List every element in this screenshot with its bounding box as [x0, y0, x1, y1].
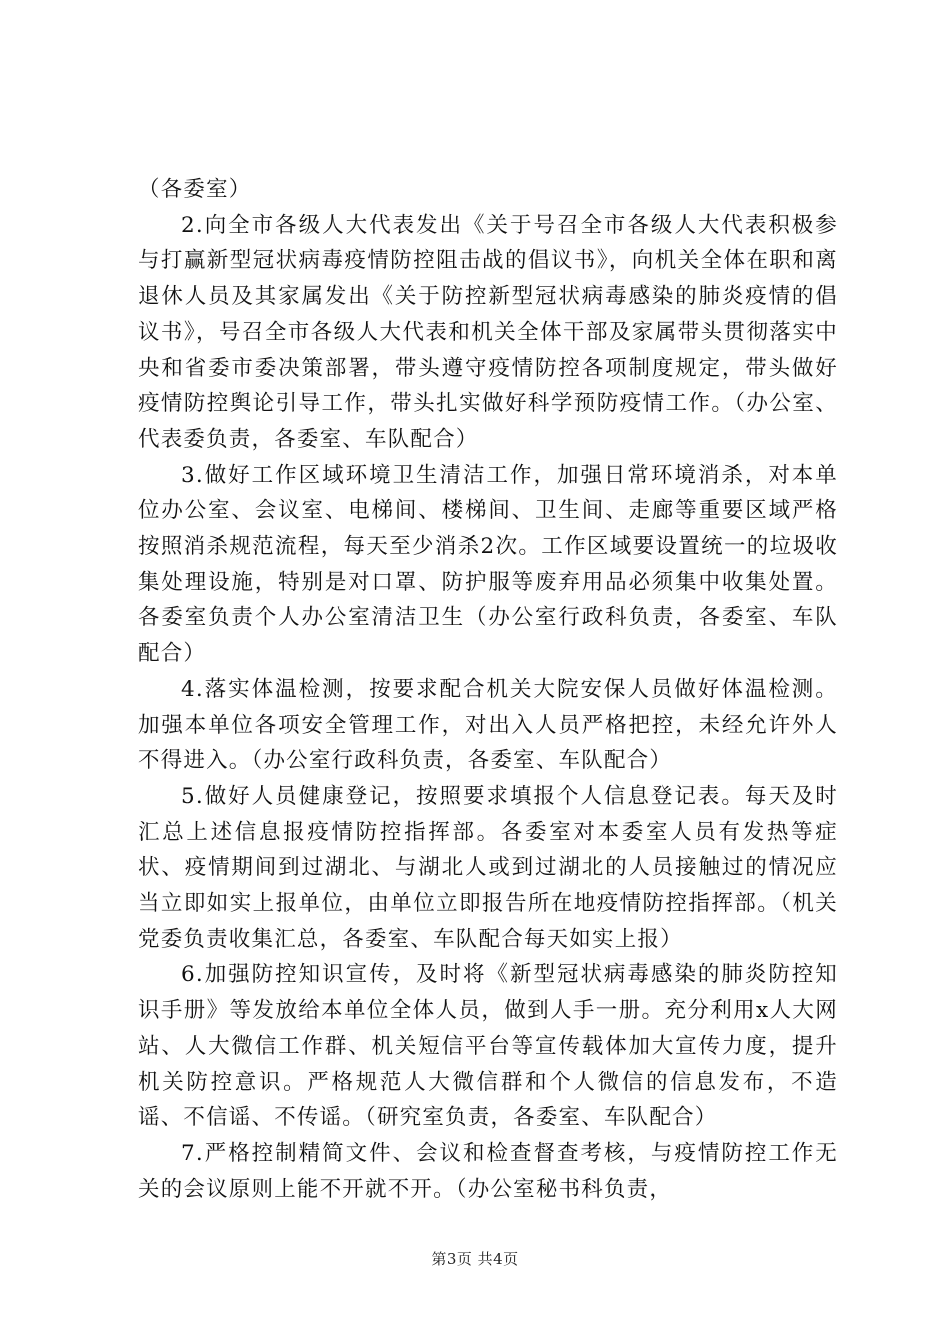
paragraph-item-7: 7.严格控制精简文件、会议和检查督查考核，与疫情防控工作无关的会议原则上能不开就不开。（办公室秘书科负责， — [138, 1140, 838, 1202]
paragraph-continuation: （各委室） — [138, 177, 252, 202]
paragraph-item-2: 2.向全市各级人大代表发出《关于号召全市各级人大代表积极参与打赢新型冠状病毒疫情防控阻击战的倡议书》，向机关全体在职和离退休人员及其家属发出《关于防控新型冠状病毒感染的肺炎疫情的倡议书》，号召全市各级人大代表和机关全体干部及家属带头贯彻落实中央和省委市委决策部署，带头遵守疫情防控各项制度规定，带头做好疫情防控舆论引导工作，带头扎实做好科学预防疫情工作。（办公室、代表委负责，各委室、车队配合） — [138, 212, 838, 452]
document-body — [138, 172, 838, 1207]
page-number-footer: 第3页 共4页 — [431, 1250, 519, 1268]
paragraph-item-4: 4.落实体温检测，按要求配合机关大院安保人员做好体温检测。加强本单位各项安全管理工作，对出入人员严格把控，未经允许外人不得进入。（办公室行政科负责，各委室、车队配合） — [138, 676, 838, 774]
paragraph-item-3: 3.做好工作区域环境卫生清洁工作，加强日常环境消杀，对本单位办公室、会议室、电梯间、楼梯间、卫生间、走廊等重要区域严格按照消杀规范流程，每天至少消杀2次。工作区域要设置统一的垃圾收集处理设施，特别是对口罩、防护服等废弃用品必须集中收集处置。各委室负责个人办公室清洁卫生（办公室行政科负责，各委室、车队配合） — [138, 462, 838, 667]
paragraph-item-6: 6.加强防控知识宣传，及时将《新型冠状病毒感染的肺炎防控知识手册》等发放给本单位全体人员，做到人手一册。充分利用x人大网站、人大微信工作群、机关短信平台等宣传载体加大宣传力度，提升机关防控意识。严格规范人大微信群和个人微信的信息发布，不造谣、不信谣、不传谣。（研究室负责，各委室、车队配合） — [138, 962, 838, 1131]
paragraph-item-5: 5.做好人员健康登记，按照要求填报个人信息登记表。每天及时汇总上述信息报疫情防控指挥部。各委室对本委室人员有发热等症状、疫情期间到过湖北、与湖北人或到过湖北的人员接触过的情况应当立即如实上报单位，由单位立即报告所在地疫情防控指挥部。（机关党委负责收集汇总，各委室、车队配合每天如实上报） — [138, 783, 838, 952]
